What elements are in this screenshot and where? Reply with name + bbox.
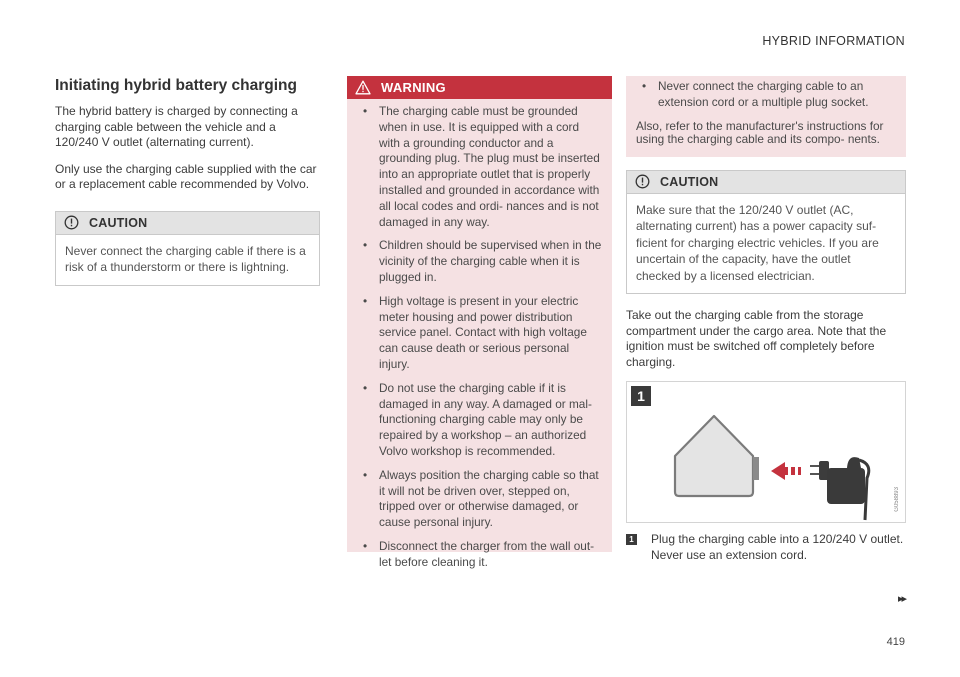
exclamation-circle-icon [635, 174, 650, 189]
column-right [626, 76, 906, 563]
page-number: 419 [886, 636, 905, 648]
warning-item: • Children should be supervised when in the vicinity of the charging cable when it is plugged in. [363, 238, 602, 284]
chapter-title: HYBRID INFORMATION [762, 34, 905, 48]
column-middle [347, 76, 612, 569]
bullet: • [363, 538, 368, 553]
bullet: • [363, 380, 368, 395]
instruction-paragraph: Take out the charging cable from the storage compartment under the cargo area. Note that the ignition must be switched off completely before charging. [626, 308, 887, 369]
warning-item: • Do not use the charging cable if it is damaged in any way. A damaged or mal- functioning charging cable may only be repaired by a workshop – an authorized Volvo workshop is recommended. [363, 380, 592, 458]
caution-label: CAUTION [660, 174, 719, 189]
warning-item: • Always position the charging cable so that it will not be driven over, stepped on, tripped over or otherwise damaged, or cause personal injury. [363, 467, 599, 530]
caution-box [626, 170, 906, 295]
plug-into-outlet-illustration [627, 382, 905, 522]
house-icon [675, 416, 753, 496]
warning-triangle-icon [355, 80, 371, 95]
intro-paragraph: The hybrid battery is charged by connecting a charging cable between the vehicle and a 120/240 V outlet (alternating current). [55, 104, 298, 149]
caution-box [55, 211, 320, 286]
warning-continued-box [626, 76, 906, 157]
cable-paragraph: Only use the charging cable supplied with the car or a replacement cable recommended by Volvo. [55, 161, 317, 191]
warning-body [347, 99, 612, 589]
bullet: • [363, 467, 368, 482]
outlet-tab [753, 457, 759, 480]
charger-plug-icon [810, 457, 869, 520]
warning-item: • Never connect the charging cable to an extension cord or a multiple plug socket. [642, 79, 869, 109]
illustration-figure [626, 381, 906, 523]
warning-continued-paragraph: Also, refer to the manufacturer's instructions for using the charging cable and its compo- nents. [636, 118, 884, 147]
warning-box [347, 76, 612, 569]
warning-header [347, 76, 612, 99]
bullet: • [363, 104, 368, 118]
figure-code: G058893 [894, 487, 900, 513]
arrow-left-icon [771, 462, 801, 480]
warning-list [357, 104, 602, 571]
caution-text: Never connect the charging cable if there is a risk of a thunderstorm or there is lightning. [65, 243, 306, 274]
bullet: • [363, 238, 368, 253]
warning-item: • The charging cable must be grounded when in use. It is equipped with a cord with a grounding conductor and a grounding plug. The plug must be inserted into an appropriate outlet that is properly installed and grounded in accordance with all local codes and ordi- nances and is not damaged in any way. [363, 104, 600, 229]
caution-header [627, 171, 905, 194]
bullet: • [363, 293, 368, 308]
bullet: • [642, 79, 647, 93]
step-badge: 1 [626, 534, 637, 545]
column-left [55, 76, 320, 286]
warning-continued-list [636, 79, 896, 111]
warning-item: • Disconnect the charger from the wall out- let before cleaning it. [363, 538, 595, 569]
section-heading: Initiating hybrid battery charging [55, 77, 297, 94]
step-text: Plug the charging cable into a 120/240 V outlet. Never use an extension cord. [651, 532, 904, 562]
step-1 [626, 532, 906, 563]
caution-label: CAUTION [89, 215, 148, 230]
figure-number-badge: 1 [631, 386, 651, 406]
caution-header [56, 212, 319, 235]
continue-arrows-icon: ▸▸ [897, 593, 905, 605]
warning-item: • High voltage is present in your electric meter housing and power distribution service panel. Contact with high voltage can cause death or serious personal injury. [363, 293, 587, 371]
caution-text: Make sure that the 120/240 V outlet (AC, alternating current) has a power capacity suf- ficient for charging electric vehicles. If you are uncertain of the capacity, have the outlet checked by a licensed electrician. [636, 202, 879, 283]
exclamation-circle-icon [64, 215, 79, 230]
warning-label: WARNING [381, 80, 446, 95]
